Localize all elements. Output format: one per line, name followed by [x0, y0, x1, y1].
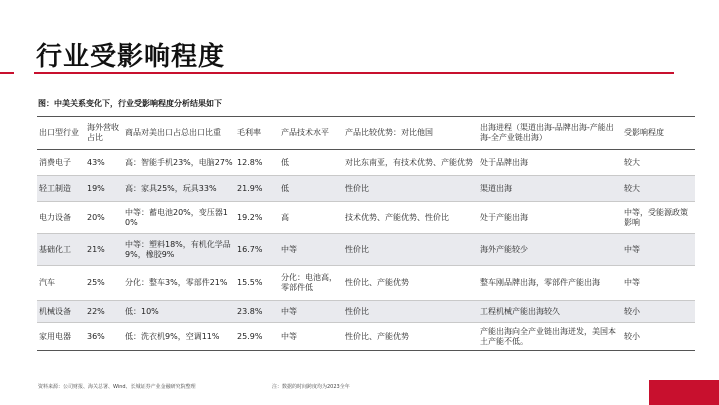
cell-impact-level: 中等	[624, 244, 640, 254]
cell-impact-level: 中等，受能源政策影响	[624, 207, 688, 227]
title-divider	[34, 72, 674, 74]
cell-overseas-revenue: 43%	[87, 157, 105, 167]
cell-industry: 电力设备	[39, 212, 71, 222]
cell-industry: 汽车	[39, 278, 55, 287]
cell-tech-level: 低	[281, 183, 289, 193]
table-row	[37, 323, 695, 351]
cell-gross-margin: 15.5%	[237, 278, 263, 287]
cell-us-export-share: 中等：塑料18%，有机化学品9%，橡胶9%	[125, 239, 231, 259]
cell-us-export-share: 分化：整车3%，零部件21%	[125, 278, 228, 287]
cell-us-export-share: 高：智能手机23%，电脑27%	[125, 157, 233, 167]
cell-us-export-share: 低：洗衣机9%，空调11%	[125, 331, 220, 341]
source-footnote: 资料来源：公司财报、海关总署、Wind、长城证券产业金融研究院整理	[38, 384, 196, 390]
cell-overseas-revenue: 25%	[87, 278, 105, 287]
cell-us-export-share: 中等：蓄电池20%，变压器10%	[125, 207, 228, 227]
cell-overseas-revenue: 22%	[87, 306, 105, 316]
header-us-export-share: 商品对美出口占总出口比重	[125, 128, 221, 137]
cell-gross-margin: 19.2%	[237, 212, 263, 222]
header-globalization-stage: 出海进程（渠道出海-品牌出海-产能出海-全产业链出海）	[480, 123, 614, 142]
cell-comparative-advantage: 性价比、产能优势	[345, 278, 409, 287]
cell-comparative-advantage: 技术优势、产能优势、性价比	[345, 212, 449, 222]
cell-tech-level: 中等	[281, 331, 297, 341]
cell-globalization-stage: 处于产能出海	[480, 212, 528, 222]
title-accent-dash	[0, 72, 14, 74]
cell-tech-level: 分化：电池高，零部件低	[281, 273, 337, 292]
table-caption: 图：中美关系变化下，行业受影响程度分析结果如下	[38, 99, 222, 108]
cell-comparative-advantage: 性价比	[345, 183, 369, 193]
cell-overseas-revenue: 20%	[87, 212, 105, 222]
cell-tech-level: 高	[281, 212, 289, 222]
cell-us-export-share: 高：家具25%，玩具33%	[125, 183, 217, 193]
cell-impact-level: 中等	[624, 278, 640, 287]
cell-impact-level: 较小	[624, 331, 640, 341]
data-period-note: 注：数据的时间跨度均为2023全年	[272, 384, 350, 390]
cell-gross-margin: 23.8%	[237, 306, 263, 316]
table-row	[37, 150, 695, 176]
cell-industry: 基础化工	[39, 244, 71, 254]
cell-comparative-advantage: 性价比	[345, 244, 369, 254]
cell-gross-margin: 12.8%	[237, 157, 263, 167]
cell-industry: 家用电器	[39, 331, 71, 341]
header-overseas-revenue: 海外营收占比	[87, 123, 119, 142]
cell-tech-level: 低	[281, 157, 289, 167]
table-row	[37, 266, 695, 301]
cell-comparative-advantage: 对比东南亚，有技术优势、产能优势	[345, 157, 473, 167]
cell-industry: 轻工制造	[39, 183, 71, 193]
page-title: 行业受影响程度	[36, 42, 226, 72]
cell-comparative-advantage: 性价比、产能优势	[345, 331, 409, 341]
industry-impact-table	[37, 116, 695, 351]
table-row	[37, 301, 695, 323]
cell-gross-margin: 16.7%	[237, 244, 263, 254]
cell-globalization-stage: 产能出海向全产业链出海迸发，美国本土产能不低。	[480, 326, 616, 346]
corner-accent-bar	[649, 380, 719, 405]
header-industry: 出口型行业	[39, 128, 79, 137]
cell-tech-level: 中等	[281, 306, 297, 316]
cell-tech-level: 中等	[281, 244, 297, 254]
cell-globalization-stage: 处于品牌出海	[480, 157, 528, 167]
cell-globalization-stage: 渠道出海	[480, 183, 512, 193]
header-impact-level: 受影响程度	[624, 128, 664, 137]
cell-globalization-stage: 海外产能较少	[480, 244, 528, 254]
table-row	[37, 176, 695, 202]
cell-overseas-revenue: 21%	[87, 244, 105, 254]
cell-gross-margin: 21.9%	[237, 183, 263, 193]
cell-impact-level: 较大	[624, 183, 640, 193]
cell-overseas-revenue: 19%	[87, 183, 105, 193]
cell-impact-level: 较大	[624, 157, 640, 167]
cell-industry: 消费电子	[39, 157, 71, 167]
table-header-row	[37, 117, 695, 150]
header-comparative-advantage: 产品比较优势：对比他国	[345, 128, 433, 137]
cell-gross-margin: 25.9%	[237, 331, 263, 341]
cell-overseas-revenue: 36%	[87, 331, 105, 341]
header-tech-level: 产品技术水平	[281, 128, 329, 137]
cell-us-export-share: 低：10%	[125, 306, 159, 316]
cell-comparative-advantage: 性价比	[345, 306, 369, 316]
table-row	[37, 234, 695, 266]
cell-globalization-stage: 整车刚品牌出海，零部件产能出海	[480, 278, 600, 287]
cell-industry: 机械设备	[39, 306, 71, 316]
cell-impact-level: 较小	[624, 306, 640, 316]
header-gross-margin: 毛利率	[237, 128, 261, 137]
table-row	[37, 202, 695, 234]
cell-globalization-stage: 工程机械产能出海较久	[480, 306, 560, 316]
